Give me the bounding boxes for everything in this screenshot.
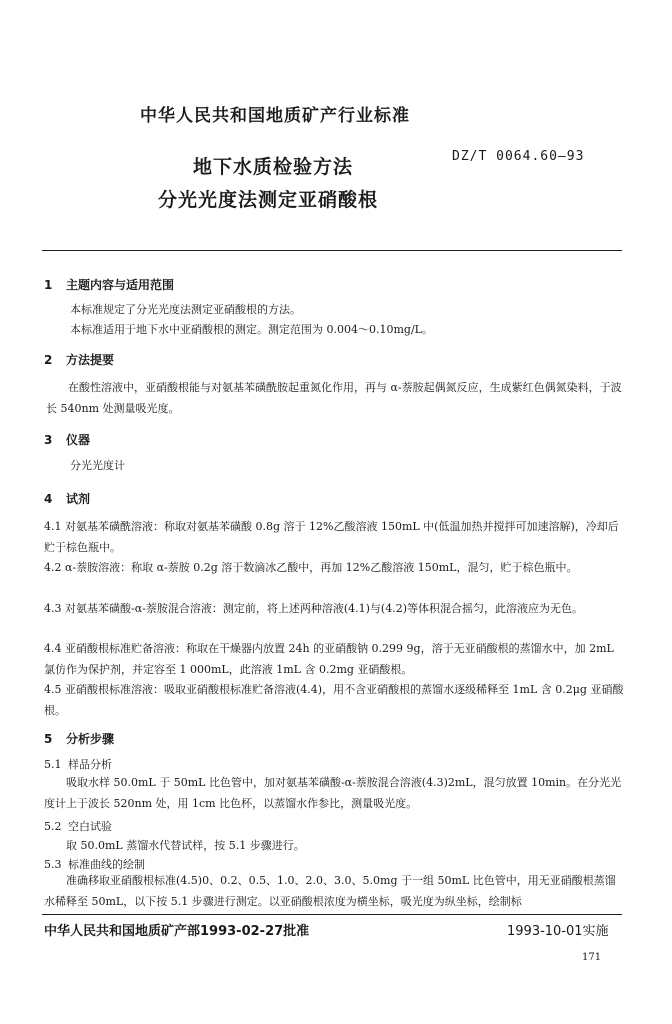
section-number: 4 [44, 492, 53, 506]
subsection-title: 空白试验 [68, 820, 112, 833]
approval-line: 中华人民共和国地质矿产部1993-02-27批准 [44, 924, 310, 939]
subsection-number: 5.2 [44, 820, 62, 833]
section-number: 2 [44, 353, 53, 367]
subsection-5-1-heading [44, 756, 112, 772]
section-number: 3 [44, 433, 53, 447]
subsection-5-3-text: 准确移取亚硝酸根标准(4.5)0、0.2、0.5、1.0、2.0、3.0、5.0mg 于一组 50mL 比色管中，用无亚硝酸根蒸馏水稀释至 50mL，以下按 5.1 步骤进行测定。以亚硝酸根浓度为横坐标，吸光度为纵坐标，绘制标 [44, 874, 616, 908]
section-number: 5 [44, 732, 53, 746]
section-3-paragraph: 分光光度计 [70, 459, 125, 472]
section-2-paragraph: 在酸性溶液中，亚硝酸根能与对氨基苯磺酰胺起重氮化作用，再与 α-萘胺起偶氮反应，生成紫红色偶氮染料，于波长 540nm 处测量吸光度。 [46, 381, 622, 415]
reagent-4-3: 4.3 对氨基苯磺酸-α-萘胺混合溶液：测定前，将上述两种溶液(4.1)与(4.2)等体积混合摇匀，此溶液应为无色。 [44, 602, 584, 615]
subsection-number: 5.3 [44, 858, 62, 871]
subsection-5-1-text: 吸取水样 50.0mL 于 50mL 比色管中，加对氨基苯磺酸-α-萘胺混合溶液(4.3)2mL，混匀放置 10min。在分光光度计上于波长 520nm 处，用 1cm 比色杯，以蒸馏水作参比，测量吸光度。 [44, 776, 622, 810]
page-number: 171 [582, 952, 602, 963]
standard-code: DZ/T 0064.60—93 [452, 149, 585, 164]
subsection-5-2-text: 取 50.0mL 蒸馏水代替试样，按 5.1 步骤进行。 [66, 839, 305, 852]
section-2-heading [44, 351, 114, 368]
section-title: 仪器 [66, 433, 91, 447]
subsection-title: 标准曲线的绘制 [68, 858, 145, 871]
header-divider [42, 250, 622, 251]
section-3-heading [44, 431, 90, 448]
section-1-paragraph-1: 本标准规定了分光光度法测定亚硝酸根的方法。 [70, 303, 301, 316]
document-title-line2: 分光光度法测定亚硝酸根 [158, 189, 379, 211]
issuer-heading: 中华人民共和国地质矿产行业标准 [140, 106, 410, 126]
subsection-title: 样品分析 [68, 758, 112, 771]
section-4-heading [44, 490, 90, 507]
implementation-date: 1993-10-01实施 [507, 924, 609, 939]
reagent-4-2: 4.2 α-萘胺溶液：称取 α-萘胺 0.2g 溶于数滴冰乙酸中，再加 12%乙酸溶液 150mL，混匀，贮于棕色瓶中。 [44, 561, 578, 574]
footer-divider [42, 914, 622, 915]
section-title: 分析步骤 [66, 732, 115, 746]
section-title: 主题内容与适用范围 [66, 278, 175, 292]
section-1-heading [44, 276, 174, 293]
section-title: 试剂 [66, 492, 91, 506]
subsection-5-2-heading [44, 818, 112, 834]
section-5-heading [44, 730, 114, 747]
reagent-4-5: 4.5 亚硝酸根标准溶液：吸取亚硝酸根标准贮备溶液(4.4)，用不含亚硝酸根的蒸馏水逐级稀释至 1mL 含 0.2μg 亚硝酸根。 [44, 683, 624, 717]
reagent-4-1: 4.1 对氨基苯磺酰溶液：称取对氨基苯磺酸 0.8g 溶于 12%乙酸溶液 150mL 中(低温加热并搅拌可加速溶解)，冷却后贮于棕色瓶中。 [44, 520, 619, 554]
subsection-number: 5.1 [44, 758, 62, 771]
section-number: 1 [44, 278, 53, 292]
document-title-line1: 地下水质检验方法 [193, 156, 354, 178]
section-title: 方法提要 [66, 353, 115, 367]
section-1-paragraph-2: 本标准适用于地下水中亚硝酸根的测定。测定范围为 0.004～0.10mg/L。 [70, 323, 433, 336]
reagent-4-4: 4.4 亚硝酸根标准贮备溶液：称取在干燥器内放置 24h 的亚硝酸钠 0.299 9g，溶于无亚硝酸根的蒸馏水中，加 2mL 氯仿作为保护剂，并定容至 1 000mL，此溶液 1mL 含 0.2mg 亚硝酸根。 [44, 642, 614, 676]
